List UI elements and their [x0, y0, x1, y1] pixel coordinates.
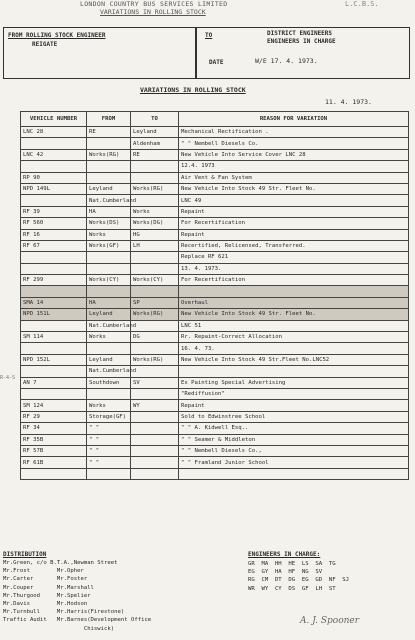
cell-from: Southdown — [87, 377, 131, 388]
cell-to — [131, 423, 179, 434]
cell-reason: "Rediffusion" — [179, 388, 409, 399]
cell-reason: Mechanical Rectification . — [179, 127, 409, 138]
cell-reason: " " Nembell Diesels Co. — [179, 138, 409, 149]
cell-vehicle: SMA 14 — [21, 297, 87, 308]
distribution-line: Mr.Green, c/o B.T.A.,Newman Street — [3, 560, 118, 566]
cell-from: " " — [87, 457, 131, 468]
cell-reason: Rr. Repaint-Correct Allocation — [179, 332, 409, 343]
engineers-title: ENGINEERS IN CHARGE: — [248, 551, 321, 558]
cell-to — [131, 252, 179, 263]
col-to: TO — [131, 112, 179, 127]
cell-vehicle: SM 124 — [21, 400, 87, 411]
table-row — [21, 172, 409, 183]
cell-from — [87, 263, 131, 274]
cell-to: SV — [131, 377, 179, 388]
to-line2: ENGINEERS IN CHARGE — [267, 38, 336, 45]
distribution-line: Mr.Carter Mr.Foster — [3, 576, 88, 583]
cell-vehicle — [21, 138, 87, 149]
cell-reason: Replace RF 621 — [179, 252, 409, 263]
cell-vehicle: RF 560 — [21, 218, 87, 229]
cell-vehicle: NPD 151L — [21, 309, 87, 320]
cell-from: RE — [87, 127, 131, 138]
table-row — [21, 457, 409, 468]
cell-from: Leyland — [87, 354, 131, 365]
cell-vehicle — [21, 195, 87, 206]
table-row — [21, 138, 409, 149]
signature: A. J. Spooner — [300, 616, 360, 626]
cell-vehicle: AN 7 — [21, 377, 87, 388]
table-row — [21, 263, 409, 274]
cell-reason: Overhaul — [179, 297, 409, 308]
cell-from: Works — [87, 332, 131, 343]
cell-vehicle — [21, 343, 87, 354]
cell-vehicle: NPD 149L — [21, 183, 87, 194]
cell-vehicle: RF 16 — [21, 229, 87, 240]
cell-vehicle: NPD 152L — [21, 354, 87, 365]
cell-from: " " — [87, 445, 131, 456]
cell-from: Nat.Cumberland — [87, 320, 131, 331]
date-value: W/E 17. 4. 1973. — [255, 57, 318, 65]
cell-to: RE — [131, 149, 179, 160]
table-row — [21, 309, 409, 320]
cell-reason: Repaint — [179, 400, 409, 411]
cell-vehicle: RF 57B — [21, 445, 87, 456]
cell-to — [131, 172, 179, 183]
table-row — [21, 218, 409, 229]
cell-reason: New Vehicle Into Stock 49 Str.Fleet No.LNC52 — [179, 354, 409, 365]
cell-to: Aldenham — [131, 138, 179, 149]
cell-to — [131, 320, 179, 331]
distribution-line: Mr.Turnbull Mr.Harris(Firestone) — [3, 609, 125, 616]
cell-reason: For Recertification — [179, 275, 409, 286]
cell-from: Works — [87, 229, 131, 240]
cell-to: Leyland — [131, 127, 179, 138]
cell-reason: 16. 4. 73. — [179, 343, 409, 354]
date-label: DATE — [209, 59, 224, 66]
cell-from — [87, 343, 131, 354]
cell-to — [131, 411, 179, 422]
cell-reason: Repaint — [179, 206, 409, 217]
cell-vehicle — [21, 286, 87, 297]
cell-to — [131, 445, 179, 456]
from-box — [3, 27, 196, 79]
cell-to: SP — [131, 297, 179, 308]
engineers-line: WR WY CY DS GF LH ST — [248, 585, 336, 592]
table-row — [21, 240, 409, 251]
cell-reason: Air Vent & Fan System — [179, 172, 409, 183]
distribution-line: Mr.Thurgood Mr.Spelier — [3, 592, 91, 599]
cell-from: HA — [87, 297, 131, 308]
cell-from: Nat.Cumberland — [87, 195, 131, 206]
cell-to — [131, 434, 179, 445]
cell-reason: New Vehicle Into Service Cover LNC 28 — [179, 149, 409, 160]
table-row — [21, 252, 409, 263]
cell-to — [131, 161, 179, 172]
cell-reason: Recertified, Relicensed, Transferred. — [179, 240, 409, 251]
cell-from: Works(CY) — [87, 275, 131, 286]
cell-vehicle — [21, 366, 87, 377]
table-row — [21, 320, 409, 331]
cell-vehicle: RF 39 — [21, 206, 87, 217]
distribution-list — [3, 559, 151, 633]
cell-from: Storage(GF) — [87, 411, 131, 422]
table-row — [21, 229, 409, 240]
engineers-line: EG GY HA HF NG SV — [248, 569, 323, 576]
cell-to — [131, 195, 179, 206]
cell-vehicle: RP 90 — [21, 172, 87, 183]
cell-from — [87, 468, 131, 479]
engineers-line: GR MA HH HE LS SA TG — [248, 561, 336, 567]
cell-vehicle — [21, 388, 87, 399]
distribution-line: Mr.Davis Mr.Hodson — [3, 601, 88, 608]
cell-from: " " — [87, 434, 131, 445]
table-row — [21, 388, 409, 399]
cell-vehicle — [21, 468, 87, 479]
to-line1: DISTRICT ENGINEERS — [267, 30, 333, 37]
cell-reason: " " A. Kidwell Esq.. — [179, 423, 409, 434]
cell-to — [131, 286, 179, 297]
table-row — [21, 275, 409, 286]
cell-to: Works(RG) — [131, 183, 179, 194]
table-header-row — [21, 112, 409, 127]
table-row — [21, 354, 409, 365]
distribution-line: Traffic Audit Mr.Barnes(Development Office — [3, 617, 152, 624]
cell-vehicle — [21, 263, 87, 274]
cell-reason: For Recertification — [179, 218, 409, 229]
distribution-line: Chiswick) — [3, 625, 115, 632]
cell-reason — [179, 286, 409, 297]
cell-reason: Repaint — [179, 229, 409, 240]
cell-reason: 12.4. 1973 — [179, 161, 409, 172]
cell-to: Works(RG) — [131, 309, 179, 320]
distribution-line: Mr.Frost Mr.Opher — [3, 568, 84, 575]
from-place: REIGATE — [32, 41, 58, 48]
cell-from — [87, 286, 131, 297]
margin-note: R-4-S — [0, 375, 16, 381]
company-name: LONDON COUNTRY BUS SERVICES LIMITED — [80, 0, 228, 8]
cell-to — [131, 263, 179, 274]
cell-reason: " " Seamer & Middleton — [179, 434, 409, 445]
distribution-line: Mr.Couper Mr.Marshall — [3, 584, 94, 591]
table-row — [21, 343, 409, 354]
cell-vehicle: RF 67 — [21, 240, 87, 251]
cell-from — [87, 172, 131, 183]
table-row — [21, 183, 409, 194]
cell-from: Works(GF) — [87, 240, 131, 251]
cell-vehicle — [21, 320, 87, 331]
cell-from: Nat.Cumberland — [87, 366, 131, 377]
cell-reason: New Vehicle Into Stock 49 Str. Fleet No. — [179, 309, 409, 320]
from-label: FROM ROLLING STOCK ENGINEER — [8, 32, 106, 39]
cell-to: HG — [131, 229, 179, 240]
table-row — [21, 332, 409, 343]
cell-reason: Ex Painting Special Advertising — [179, 377, 409, 388]
cell-from: Leyland — [87, 183, 131, 194]
cell-to — [131, 457, 179, 468]
cell-reason: " " Nembell Diesels Co., — [179, 445, 409, 456]
col-reason: REASON FOR VARIATION — [179, 112, 409, 127]
table-row — [21, 297, 409, 308]
table-row — [21, 468, 409, 479]
cell-vehicle: RF 29 — [21, 411, 87, 422]
cell-from — [87, 252, 131, 263]
cell-reason: LNC 49 — [179, 195, 409, 206]
cell-vehicle: LNC 28 — [21, 127, 87, 138]
table-row — [21, 149, 409, 160]
title-date: 11. 4. 1973. — [325, 98, 372, 106]
table-row — [21, 445, 409, 456]
cell-reason: 13. 4. 1973. — [179, 263, 409, 274]
cell-vehicle: RF 34 — [21, 423, 87, 434]
distribution-title: DISTRIBUTION — [3, 551, 47, 558]
cell-vehicle: RF 35B — [21, 434, 87, 445]
cell-from — [87, 388, 131, 399]
cell-from: HA — [87, 206, 131, 217]
cell-vehicle: RF 61B — [21, 457, 87, 468]
cell-from: " " — [87, 423, 131, 434]
cell-from: Works(RG) — [87, 149, 131, 160]
cell-reason: " " Framland Junior School — [179, 457, 409, 468]
page-title: VARIATIONS IN ROLLING STOCK — [140, 86, 246, 94]
cell-reason: LNC 51 — [179, 320, 409, 331]
table-row — [21, 195, 409, 206]
cell-to: WY — [131, 400, 179, 411]
cell-reason — [179, 468, 409, 479]
cell-to — [131, 468, 179, 479]
cell-to — [131, 366, 179, 377]
cell-to: Works(DG) — [131, 218, 179, 229]
table-row — [21, 366, 409, 377]
corner-mark: L.C.B.S. — [345, 0, 379, 8]
variations-table — [20, 111, 409, 480]
cell-from — [87, 138, 131, 149]
cell-from: Works — [87, 400, 131, 411]
engineers-list — [248, 560, 349, 593]
engineers-line: RG CM DT DG EG GD NF SJ — [248, 577, 350, 584]
header-subtitle: VARIATIONS IN ROLLING STOCK — [100, 8, 206, 16]
table-row — [21, 434, 409, 445]
table-row — [21, 161, 409, 172]
to-label: TO — [205, 32, 213, 39]
cell-vehicle: SM 114 — [21, 332, 87, 343]
table-row — [21, 127, 409, 138]
col-from: FROM — [87, 112, 131, 127]
cell-to: Works — [131, 206, 179, 217]
table-row — [21, 423, 409, 434]
table-row — [21, 400, 409, 411]
cell-reason — [179, 366, 409, 377]
cell-to: DG — [131, 332, 179, 343]
to-box — [196, 27, 410, 79]
table-row — [21, 411, 409, 422]
cell-vehicle: LNC 42 — [21, 149, 87, 160]
cell-from — [87, 161, 131, 172]
table-row — [21, 377, 409, 388]
cell-reason: Sold to Edwinstree School — [179, 411, 409, 422]
cell-to: Works(CY) — [131, 275, 179, 286]
col-vehicle-number: VEHICLE NUMBER — [21, 112, 87, 127]
cell-from: Works(DS) — [87, 218, 131, 229]
cell-to: Works(RG) — [131, 354, 179, 365]
cell-to — [131, 388, 179, 399]
cell-to — [131, 343, 179, 354]
cell-to: LH — [131, 240, 179, 251]
cell-reason: New Vehicle Into Stock 49 Str. Fleet No. — [179, 183, 409, 194]
cell-from: Leyland — [87, 309, 131, 320]
table-row — [21, 206, 409, 217]
table-row — [21, 286, 409, 297]
cell-vehicle: RF 299 — [21, 275, 87, 286]
cell-vehicle — [21, 161, 87, 172]
cell-vehicle — [21, 252, 87, 263]
